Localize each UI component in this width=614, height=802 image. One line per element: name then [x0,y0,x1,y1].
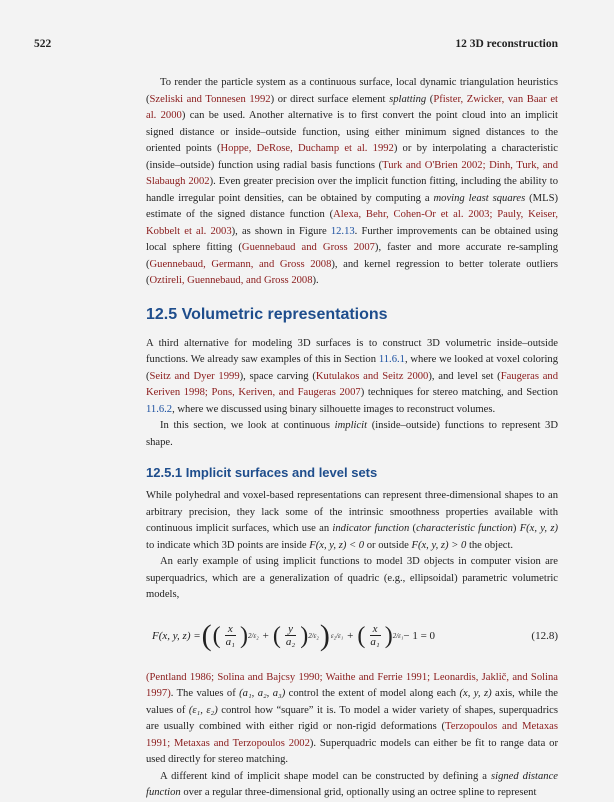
paragraph-6: (Pentland 1986; Solina and Bajcsy 1990; Waithe and Ferrie 1991; Leonardis, Jaklič, and Solina 1997). The values of (a₁, a₂, a₃) control the extent of model along each (x, y, z) axis, while the values of (ε₁, ε₂) control how “square” it is. To model a wider variety of shapes, superquadrics are usually combined with either rigid or non-rigid deformations (Terzopoulos and Metaxas 1991; Metaxas and Terzopoulos 2002). Superquadric models can either be fit to range data or used directly for stereo matching. [146,671,559,765]
subsection-heading: 12.5.1 Implicit surfaces and level sets [146,465,378,480]
paragraph-3: In this section, we look at continuous implicit (inside–outside) functions to represent 3D shape. [146,420,558,448]
citation-link[interactable]: Oztireli, Guennebaud, and Gross 2008 [149,275,313,286]
paragraph-7: A different kind of implicit shape model can be constructed by defining a signed distance function over a regular three-dimensional grid, optionally using an octree spline to represent [146,770,558,798]
citation-link[interactable]: Pfister, Zwicker, van Baar et al. 2000 [146,93,558,121]
running-header [34,38,558,50]
equation-number: (12.8) [531,629,558,642]
citation-link[interactable]: Alexa, Behr, Cohen-Or et al. 2003; Pauly, Keiser, Kobbelt et al. 2003 [146,209,559,237]
citation-link[interactable]: Guennebaud and Gross 2007 [241,242,375,253]
citation-link[interactable]: Faugeras and Keriven 1998; Pons, Keriven, and Faugeras 2007 [146,370,558,398]
equation-body: F(x, y, z) = ( ( $\frac{x}{\text{a₁}}$ ) 2/ε₂ + ( $\frac{y}{\text{a₂}}$ ) 2/ε₂ ) ε₂/ε₁ + ( $\frac{x}{\text{a₁}}$ ) 2/ε₁ − 1 = 0 [152,618,436,652]
chapter-title: 12 3D reconstruction [455,38,558,50]
citation-link[interactable]: Turk and O'Brien 2002; Dinh, Turk, and Slabaugh 2002 [146,159,558,187]
figure-reference-link[interactable]: 12.13 [330,225,355,237]
paragraph-1: To render the particle system as a continuous surface, local dynamic triangulation heuristics (Szeliski and Tonnesen 1992) or direct surface element splatting (Pfister, Zwicker, van Baar et al. 2000) can be used. Another alternative is to first convert the point cloud into an implicit signed distance or inside–outside function, using either minimum signed distances to the oriented points (Hoppe, DeRose, Duchamp et al. 1992) or by interpolating a characteristic (inside–outside) function using radial basis functions (Turk and O'Brien 2002; Dinh, Turk, and Slabaugh 2002). Even greater precision over the implicit function fitting, including the ability to handle irregular point densities, can be obtained by computing a moving least squares (MLS) estimate of the signed distance function (Alexa, Behr, Cohen-Or et al. 2003; Pauly, Keiser, Kobbelt et al. 2003), as shown in Figure 12.13. Further improvements can be obtained using local sphere fitting (Guennebaud and Gross 2007), faster and more accurate re-sampling (Guennebaud, Germann, and Gross 2008), and kernel regression to better tolerate outliers (Oztireli, Guennebaud, and Gross 2008). [146,77,559,286]
citation-link[interactable]: Guennebaud, Germann, and Gross 2008 [149,258,332,270]
citation-link[interactable]: Terzopoulos and Metaxas 1991; Metaxas and Terzopoulos 2002 [146,721,559,749]
section-reference-link[interactable]: 11.6.1 [378,354,405,365]
page-number: 522 [34,38,52,50]
citation-link[interactable]: Kutulakos and Seitz 2000 [315,370,429,382]
citation-link[interactable]: (Pentland 1986; Solina and Bajcsy 1990; Waithe and Ferrie 1991; Leonardis, Jaklič, and Solina 1997) [146,671,558,699]
section-heading: 12.5 Volumetric representations [146,305,388,323]
citation-link[interactable]: Szeliski and Tonnesen 1992 [149,93,271,105]
section-reference-link[interactable]: 11.6.2 [146,403,173,415]
equation-12-8 [146,614,558,658]
paragraph-2: A third alternative for modeling 3D surfaces is to construct 3D volumetric inside–outside functions. We already saw examples of this in Section 11.6.1, where we looked at voxel coloring (Seitz and Dyer 1999), space carving (Kutulakos and Seitz 2000), and level set (Faugeras and Keriven 1998; Pons, Keriven, and Faugeras 2007) techniques for stereo matching, and Section 11.6.2, where we discussed using binary silhouette images to reconstruct volumes. [146,337,559,415]
paragraph-5: An early example of using implicit functions to model 3D objects in computer vision are superquadrics, which are a generalization of quadric (e.g., ellipsoidal) parametric volumetric models, [146,556,558,600]
citation-link[interactable]: Seitz and Dyer 1999 [149,370,240,382]
citation-link[interactable]: Hoppe, DeRose, Duchamp et al. 1992 [220,143,394,154]
paragraph-4: While polyhedral and voxel-based representations can represent three-dimensional shapes to an arbitrary precision, they lack some of the intrinsic smoothness properties available with continuous implicit surfaces, which use an indicator function (characteristic function) F(x, y, z) to indicate which 3D points are inside F(x, y, z) < 0 or outside F(x, y, z) > 0 the object. [146,490,558,551]
body-content [146,75,558,802]
